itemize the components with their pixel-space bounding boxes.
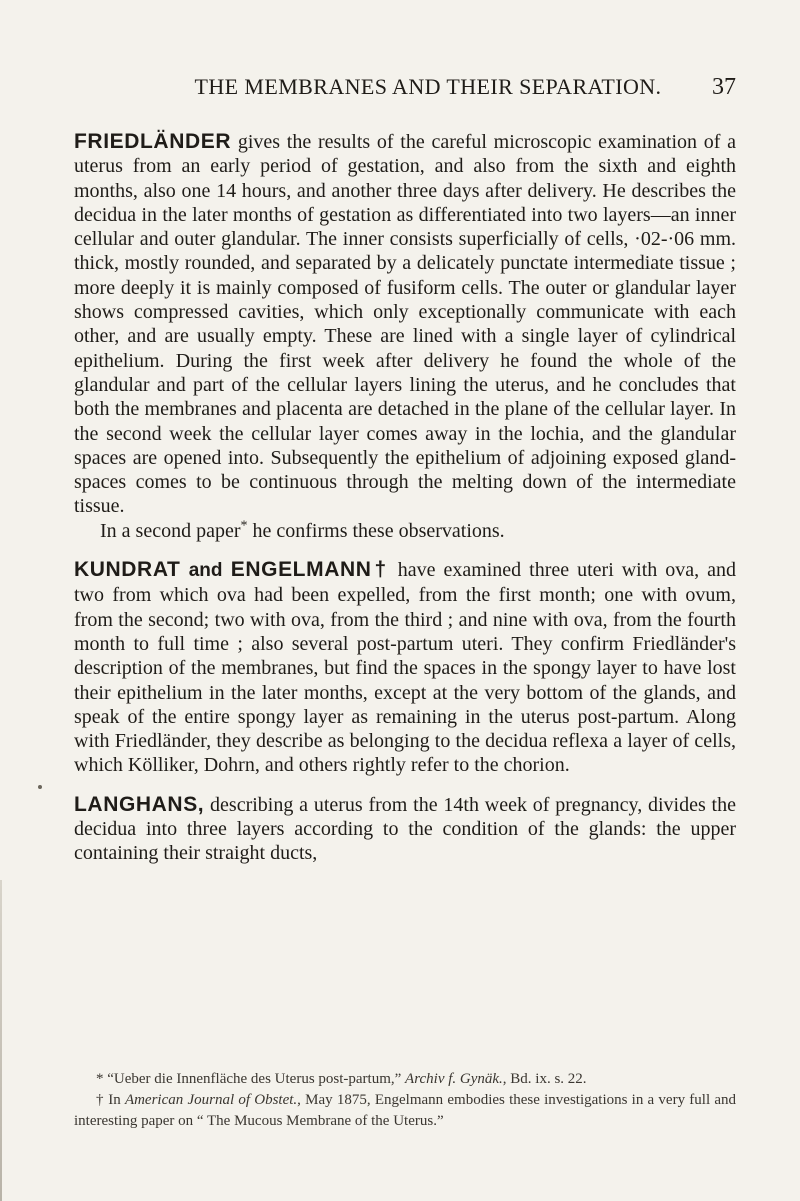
- paragraph-second-paper-text-after: he confirms these observations.: [247, 519, 505, 542]
- running-head: [120, 74, 736, 108]
- paragraph-kundrat-engelmann: [74, 558, 736, 778]
- author-name-engelmann: ENGELMANN: [230, 558, 372, 582]
- footnote-2: [74, 1090, 736, 1132]
- footnote-reference-dagger: †: [371, 558, 390, 582]
- footnote-1-journal: Archiv f. Gynäk.: [405, 1071, 503, 1087]
- paragraph-langhans: [74, 793, 736, 866]
- paragraph-kundrat-engelmann-text: have examined three uteri with ova, and two from which ova had been expelled, from the first month; one with ovum, from the second; two with ova, from the third ; and nine with ova, from the fourth month to full time ; also several post-partum uteri. They confirm Friedländer's description of the membranes, but find the spaces in the spongy layer to have lost their epithelium in the later months, except at the very bottom of the glands, and speak of the entire spongy layer as remaining in the uterus post-partum. Along with Friedländer, they describe as belonging to the decidua reflexa a layer of cells, which Kölliker, Dohrn, and others rightly refer to the chorion.: [74, 559, 736, 777]
- author-conjunction: and: [180, 560, 231, 582]
- paragraph-friedlander: [74, 130, 736, 519]
- paragraph-langhans-text: describing a uterus from the 14th week of pregnancy, divides the decidua into three layers according to the condition of the glands: the upper containing their straight ducts,: [74, 793, 736, 865]
- footnote-reference-asterisk: *: [240, 518, 248, 534]
- page-number: 37: [712, 74, 736, 100]
- footnote-2-text-after: , May 1875, Engelmann embodies these investigations in a very full and interesting paper on “ The Mucous Membrane of the Uterus.”: [74, 1092, 737, 1129]
- author-name-kundrat: KUNDRAT: [74, 558, 181, 582]
- paragraph-second-paper-text-before: In a second paper: [100, 519, 241, 542]
- running-title: THE MEMBRANES AND THEIR SEPARATION.: [194, 74, 662, 99]
- footnote-1: [74, 1069, 736, 1090]
- margin-dot: [38, 785, 42, 789]
- author-name-friedlander: FRIEDLÄNDER: [74, 130, 232, 153]
- body-text: [74, 130, 736, 866]
- paragraph-friedlander-text: gives the results of the careful microscopic examination of a uterus from an early period of gestation, and also from the sixth and eighth months, also one 14 hours, and another three days after delivery. He describes the decidua in the later months of gestation as differentiated into two layers—an inner cellular and outer glandular. The inner consists superficially of cells, ·02-·06 mm. thick, mostly rounded, and separated by a delicately punctate intermediate tissue ; more deeply it is mainly composed of fusiform cells. The outer or glandular layer shows compressed cavities, which only exceptionally communicate with each other, and are usually empty. These are lined with a single layer of cylindrical epithelium. During the first week after delivery he found the whole of the glandular and part of the cellular layers lining the uterus, and he concludes that both the membranes and placenta are detached in the plane of the cellular layer. In the second week the cellular layer comes away in the lochia, and the glandular spaces are opened into. Subsequently the epithelium of adjoining exposed gland-spaces comes to be continuous through the melting down of the intermediate tissue.: [74, 131, 736, 518]
- footnote-2-text: In: [108, 1092, 125, 1108]
- paragraph-second-paper: [74, 519, 736, 543]
- footnote-1-marker: *: [96, 1071, 104, 1087]
- author-name-langhans: LANGHANS,: [74, 792, 205, 816]
- footnotes: [74, 1069, 736, 1132]
- page-edge-shadow: [0, 880, 2, 1201]
- footnote-2-marker: †: [96, 1092, 104, 1108]
- footnote-1-text: “Ueber die Innenfläche des Uterus post-partum,”: [107, 1071, 406, 1087]
- footnote-1-text-after: , Bd. ix. s. 22.: [502, 1071, 587, 1087]
- footnote-2-journal: American Journal of Obstet.: [124, 1092, 298, 1108]
